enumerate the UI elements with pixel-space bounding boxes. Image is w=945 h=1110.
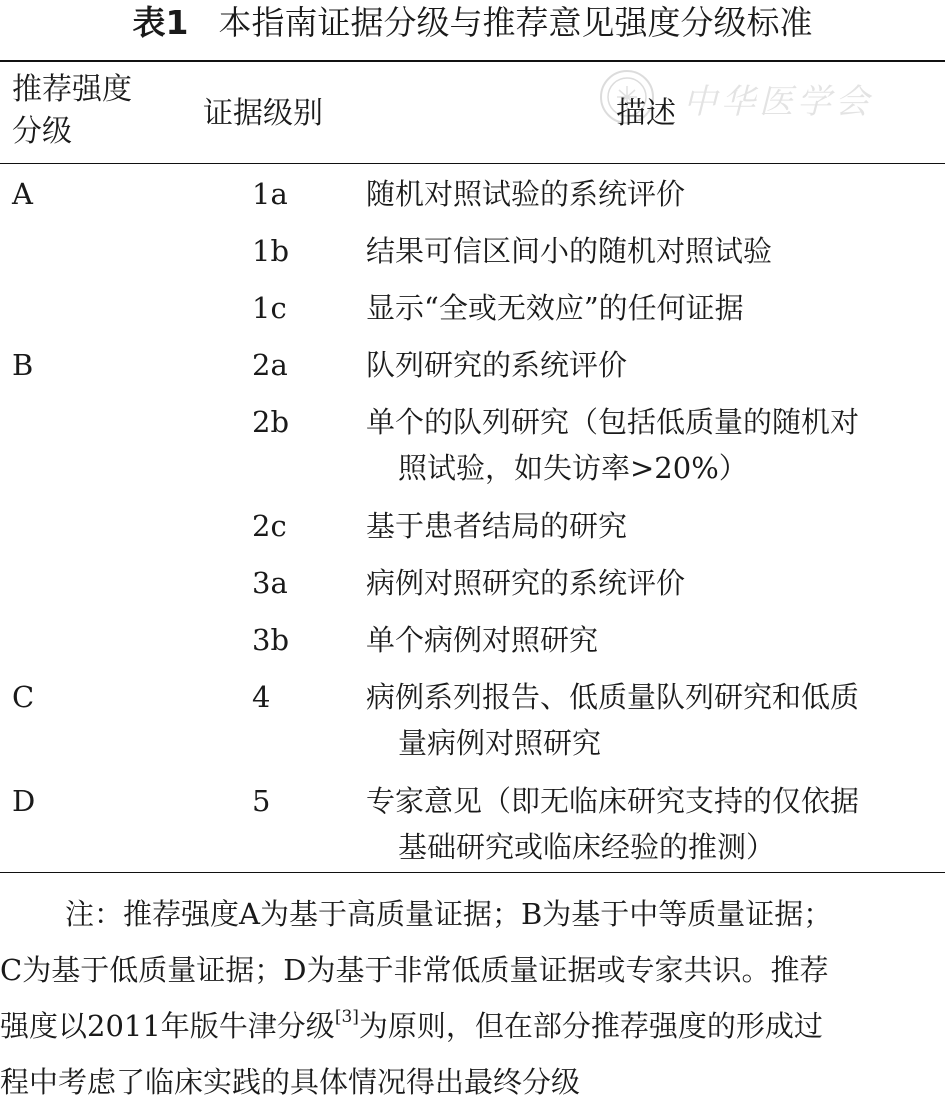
note-line-4: 程中考虑了临床实践的具体情况得出最终分级 [0,1065,581,1099]
row-level: 5 [252,784,271,818]
row-level: 2a [252,348,288,382]
row-description: 专家意见（即无临床研究支持的仅依据 [366,784,860,818]
row-description: 随机对照试验的系统评价 [366,177,686,211]
row-level: 3b [252,623,290,657]
row-description: 病例系列报告、低质量队列研究和低质 [366,680,860,714]
row-level: 4 [252,680,271,714]
row-level: 2b [252,405,290,439]
note-line-3-post: 为原则，但在部分推荐强度的形成过 [358,1009,823,1043]
table-caption: 本指南证据分级与推荐意见强度分级标准 [218,3,813,42]
note-line-2: C为基于低质量证据；D为基于非常低质量证据或专家共识。推荐 [0,953,829,987]
row-level: 1b [252,234,290,268]
row-description: 病例对照研究的系统评价 [366,566,686,600]
row-strength: B [12,348,34,382]
row-strength: C [12,680,35,714]
header-strength [12,72,132,150]
row-level: 2c [252,509,287,543]
table-number: 表1 [132,3,189,42]
row-description: 显示“全或无效应”的任何证据 [366,291,744,325]
citation-ref: [3] [334,1007,359,1027]
header-strength-line2: 分级 [12,114,72,149]
row-description: 单个病例对照研究 [366,623,599,657]
row-description: 照试验，如失访率>20%） [398,451,748,485]
row-level: 1c [252,291,287,325]
header-description: 描述 [616,96,676,131]
row-description: 基于患者结局的研究 [366,509,628,543]
header-level: 证据级别 [203,96,323,131]
row-description: 队列研究的系统评价 [366,348,628,382]
note-line-1: 注：推荐强度A为基于高质量证据；B为基于中等质量证据； [65,897,833,931]
row-description: 基础研究或临床经验的推测） [398,830,776,864]
row-level: 1a [252,177,288,211]
table-title [0,0,945,58]
row-strength: A [12,177,33,211]
row-level: 3a [252,566,288,600]
header-rule [0,163,945,164]
note-line-3-pre: 强度以2011年版牛津分级 [0,1009,335,1043]
bottom-rule [0,872,945,873]
row-description: 量病例对照研究 [398,726,602,760]
row-description: 结果可信区间小的随机对照试验 [366,234,773,268]
row-description: 单个的队列研究（包括低质量的随机对 [366,405,860,439]
note-line-3 [0,998,945,1054]
top-rule [0,60,945,62]
header-strength-line1: 推荐强度 [12,72,132,107]
row-strength: D [12,784,36,818]
watermark-text: 中华医学会 [683,82,873,122]
